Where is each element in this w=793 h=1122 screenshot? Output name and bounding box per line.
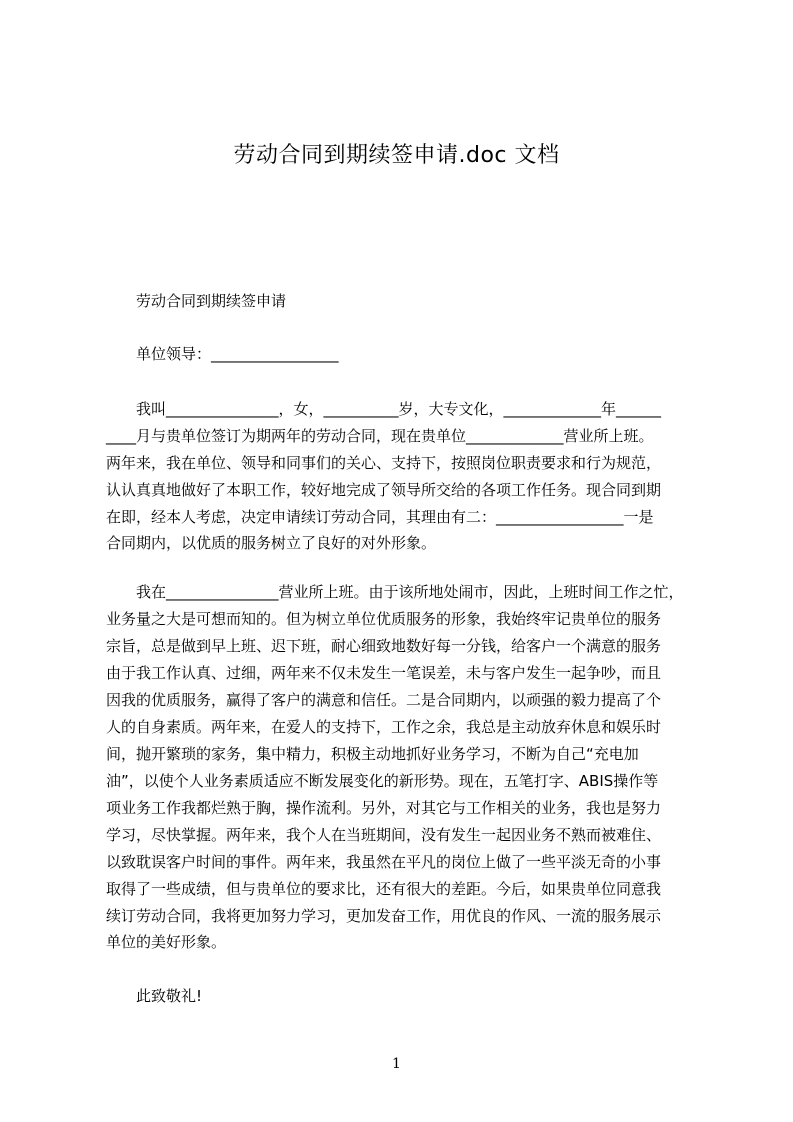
paragraph-line: 间，抛开繁琐的家务，集中精力，积极主动地抓好业务学习，不断为自己“充电加 xyxy=(106,745,639,763)
paragraph-line: 宗旨，总是做到早上班、迟下班，耐心细致地数好每一分钱，给客户一个满意的服务 xyxy=(106,637,662,655)
paragraph-line: ____月与贵单位签订为期两年的劳动合同，现在贵单位_____________营业所上班。 xyxy=(106,427,654,445)
paragraph-line: 两年来，我在单位、领导和同事们的关心、支持下，按照岗位职责要求和行为规范， xyxy=(106,454,662,472)
paragraph-line: 在即，经本人考虑，决定申请续订劳动合同，其理由有二：_________________一是 xyxy=(106,508,654,526)
paragraph-line: 取得了一些成绩，但与贵单位的要求比，还有很大的差距。今后，如果贵单位同意我 xyxy=(106,880,662,898)
paragraph-line: 因我的优质服务，赢得了客户的满意和信任。二是合同期内，以顽强的毅力提高了个 xyxy=(106,691,662,709)
paragraph-line: 以致耽误客户时间的事件。两年来，我虽然在平凡的岗位上做了一些平淡无奇的小事 xyxy=(106,853,662,871)
closing-salute: 此致敬礼! xyxy=(136,987,203,1005)
salutation: 单位领导：_________________ xyxy=(136,345,339,363)
paragraph-line: 项业务工作我都烂熟于胸，操作流利。另外，对其它与工作相关的业务，我也是努力 xyxy=(106,799,662,817)
page-number: 1 xyxy=(392,1056,401,1072)
paragraph-line: 由于我工作认真、过细，两年来不仅未发生一笔误差，未与客户发生一起争吵，而且 xyxy=(106,664,662,682)
paragraph-line: 合同期内，以优质的服务树立了良好的对外形象。 xyxy=(106,534,437,552)
paragraph-line: 我叫_______________，女，__________岁，大专文化，_____________年______ xyxy=(136,400,662,418)
paragraph-line: 我在_______________营业所上班。由于该所地处闹市，因此，上班时间工作之忙， xyxy=(136,583,684,601)
paragraph-line: 业务量之大是可想而知的。但为树立单位优质服务的形象，我始终牢记贵单位的服务 xyxy=(106,610,662,628)
paragraph-line: 认认真真地做好了本职工作，较好地完成了领导所交给的各项工作任务。现合同到期 xyxy=(106,481,662,499)
paragraph-line: 人的自身素质。两年来，在爱人的支持下，工作之余，我总是主动放弃休息和娱乐时 xyxy=(106,718,662,736)
paragraph-line: 学习，尽快掌握。两年来，我个人在当班期间，没有发生一起因业务不熟而被难住、 xyxy=(106,826,662,844)
paragraph-line: 单位的美好形象。 xyxy=(106,933,227,951)
letter-heading: 劳动合同到期续签申请 xyxy=(136,292,287,310)
paragraph-line: 油”，以使个人业务素质适应不断发展变化的新形势。现在，五笔打字、ABIS操作等 xyxy=(106,772,659,790)
paragraph-line: 续订劳动合同，我将更加努力学习，更加发奋工作，用优良的作风、一流的服务展示 xyxy=(106,907,662,925)
document-title: 劳动合同到期续签申请.doc 文档 xyxy=(233,143,560,168)
